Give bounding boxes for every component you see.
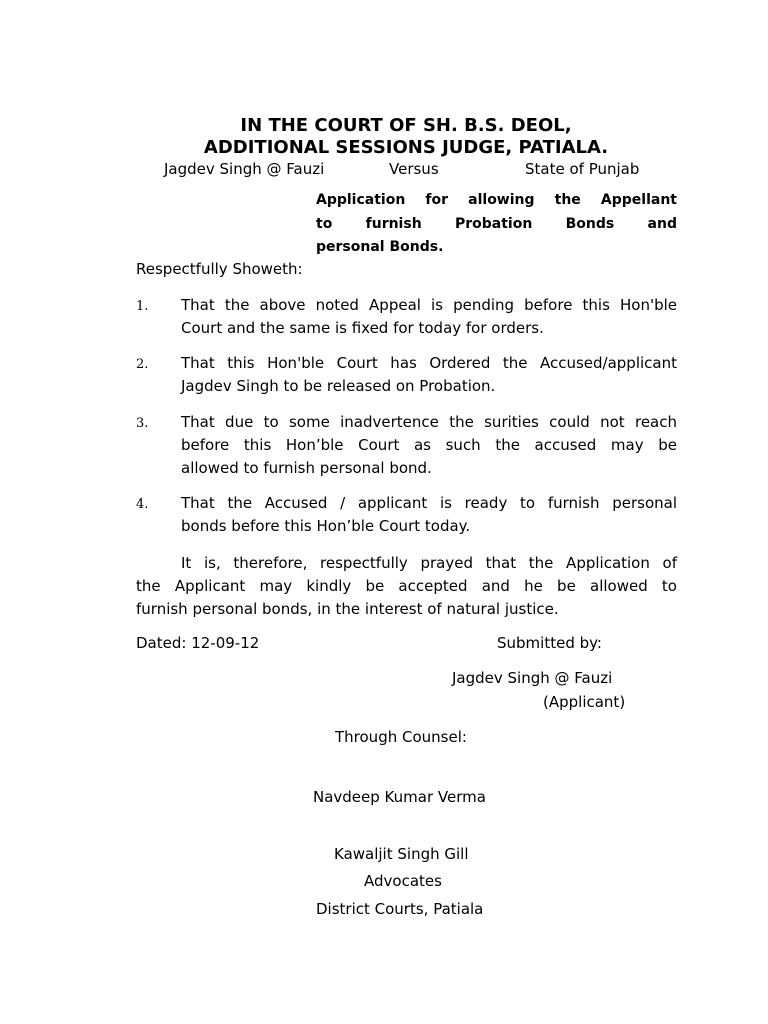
applicant-signature-name: Jagdev Singh @ Fauzi bbox=[452, 669, 613, 687]
paragraph-number: 3. bbox=[136, 416, 149, 431]
paragraph-3 bbox=[181, 411, 677, 480]
paragraph-line: That the Accused / applicant is ready to furnish personal bbox=[181, 494, 677, 512]
application-subject bbox=[316, 189, 677, 260]
advocates-label: Advocates bbox=[364, 872, 442, 890]
prayer-paragraph bbox=[136, 552, 677, 621]
paragraph-line: That due to some inadvertence the surities could not reach bbox=[181, 413, 677, 431]
court-title bbox=[0, 115, 768, 159]
prayer-line: It is, therefore, respectfully prayed that the Application of bbox=[181, 554, 677, 572]
court-title-line2: ADDITIONAL SESSIONS JUDGE, PATIALA. bbox=[203, 137, 609, 158]
subject-line: to furnish Probation Bonds and bbox=[316, 215, 677, 232]
paragraph-1 bbox=[181, 294, 677, 340]
paragraph-4 bbox=[181, 492, 677, 538]
dated-line: Dated: 12-09-12 bbox=[136, 634, 260, 652]
applicant-role: (Applicant) bbox=[543, 693, 626, 711]
respondent-name: State of Punjab bbox=[525, 160, 640, 178]
versus-label: Versus bbox=[389, 160, 439, 178]
paragraph-line: bonds before this Hon’ble Court today. bbox=[181, 517, 471, 535]
appellant-name: Jagdev Singh @ Fauzi bbox=[164, 160, 325, 178]
prayer-line: furnish personal bonds, in the interest of natural justice. bbox=[136, 600, 559, 618]
paragraph-number: 2. bbox=[136, 357, 149, 372]
paragraph-line: That the above noted Appeal is pending before this Hon'ble bbox=[181, 296, 677, 314]
through-counsel-label: Through Counsel: bbox=[335, 728, 467, 746]
counsel-name-1: Navdeep Kumar Verma bbox=[313, 788, 486, 806]
paragraph-line: before this Hon’ble Court as such the accused may be bbox=[181, 436, 677, 454]
subject-line: personal Bonds. bbox=[316, 239, 444, 255]
salutation: Respectfully Showeth: bbox=[136, 260, 303, 278]
paragraph-line: allowed to furnish personal bond. bbox=[181, 459, 432, 477]
court-title-line1: IN THE COURT OF SH. B.S. DEOL, bbox=[240, 115, 572, 136]
submitted-by-label: Submitted by: bbox=[497, 634, 602, 652]
counsel-name-2: Kawaljit Singh Gill bbox=[334, 845, 469, 863]
paragraph-line: Court and the same is fixed for today for orders. bbox=[181, 319, 544, 337]
court-location: District Courts, Patiala bbox=[316, 900, 484, 918]
subject-line: Application for allowing the Appellant bbox=[316, 192, 677, 208]
paragraph-line: Jagdev Singh to be released on Probation. bbox=[181, 377, 496, 395]
prayer-line: the Applicant may kindly be accepted and he be allowed to bbox=[136, 577, 677, 595]
paragraph-number: 1. bbox=[136, 299, 149, 314]
paragraph-line: That this Hon'ble Court has Ordered the Accused/applicant bbox=[181, 354, 677, 372]
paragraph-number: 4. bbox=[136, 497, 149, 512]
paragraph-2 bbox=[181, 352, 677, 398]
